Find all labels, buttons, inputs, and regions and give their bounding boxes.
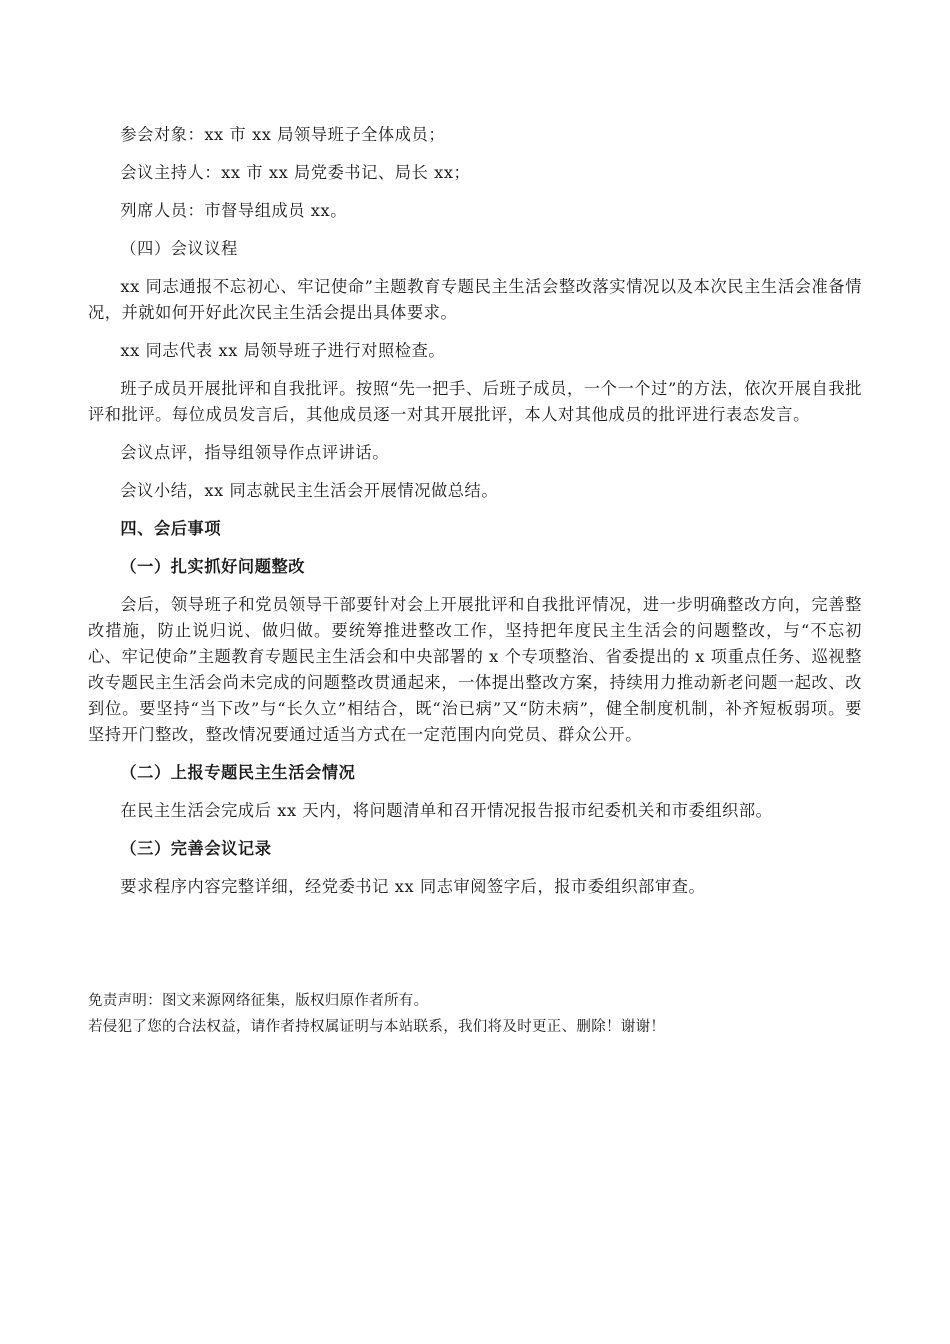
subheading-records: （三）完善会议记录 [120, 839, 272, 858]
paragraph-rectification: 会后，领导班子和党员领导干部要针对会上开展批评和自我批评情况，进一步明确整改方向，完善整改措施，防止说归说、做归做。要统筹推进整改工作，坚持把年度民主生活会的问题整改，与“不忘初心、牢记使命”主题教育专题民主生活会和中央部署的 x 个专项整治、省委提出的 x 项重点任务、巡视整改专题民主生活会尚未完成的问题整改贯通起来，一体提出整改方案，持续用力推动新老问题一起改、改到位。要坚持“当下改”与“长久立”相结合，既“治已病”又“防未病”，健全制度机制，补齐短板弱项。要坚持开门整改，整改情况要通过适当方式在一定范围内向党员、群众公开。 [88, 595, 862, 744]
paragraph-attendees: 参会对象：xx 市 xx 局领导班子全体成员； [120, 125, 446, 144]
paragraph-agenda-summary: 会议小结，xx 同志就民主生活会开展情况做总结。 [120, 481, 499, 500]
subheading-report: （二）上报专题民主生活会情况 [120, 763, 356, 782]
disclaimer [88, 988, 888, 1040]
paragraph-agenda-criticism: 班子成员开展批评和自我批评。按照“先一把手、后班子成员，一个一个过”的方法，依次开展自我批评和批评。每位成员发言后，其他成员逐一对其开展批评，本人对其他成员的批评进行表态发言。 [88, 379, 862, 424]
document-body [88, 122, 862, 912]
paragraph-records: 要求程序内容完整详细，经党委书记 xx 同志审阅签字后，报市委组织部审查。 [120, 877, 706, 896]
section-heading-agenda: （四）会议议程 [120, 239, 238, 258]
subheading-rectification: （一）扎实抓好问题整改 [120, 557, 306, 576]
disclaimer-line-2: 若侵犯了您的合法权益，请作者持权属证明与本站联系，我们将及时更正、删除！谢谢！ [88, 1019, 666, 1035]
paragraph-agenda-inspection: xx 同志代表 xx 局领导班子进行对照检查。 [120, 341, 446, 360]
paragraph-agenda-report: xx 同志通报不忘初心、牢记使命”主题教育专题民主生活会整改落实情况以及本次民主生活会准备情况，并就如何开好此次民主生活会提出具体要求。 [88, 277, 862, 322]
paragraph-host: 会议主持人：xx 市 xx 局党委书记、局长 xx； [120, 163, 471, 182]
paragraph-agenda-review: 会议点评，指导组领导作点评讲话。 [120, 443, 389, 462]
paragraph-report: 在民主生活会完成后 xx 天内，将问题清单和召开情况报告报市纪委机关和市委组织部。 [120, 801, 773, 820]
paragraph-observers: 列席人员：市督导组成员 xx。 [120, 201, 348, 220]
section-heading-follow-up: 四、会后事项 [120, 519, 222, 538]
disclaimer-line-1: 免责声明：图文来源网络征集，版权归原作者所有。 [88, 993, 429, 1009]
